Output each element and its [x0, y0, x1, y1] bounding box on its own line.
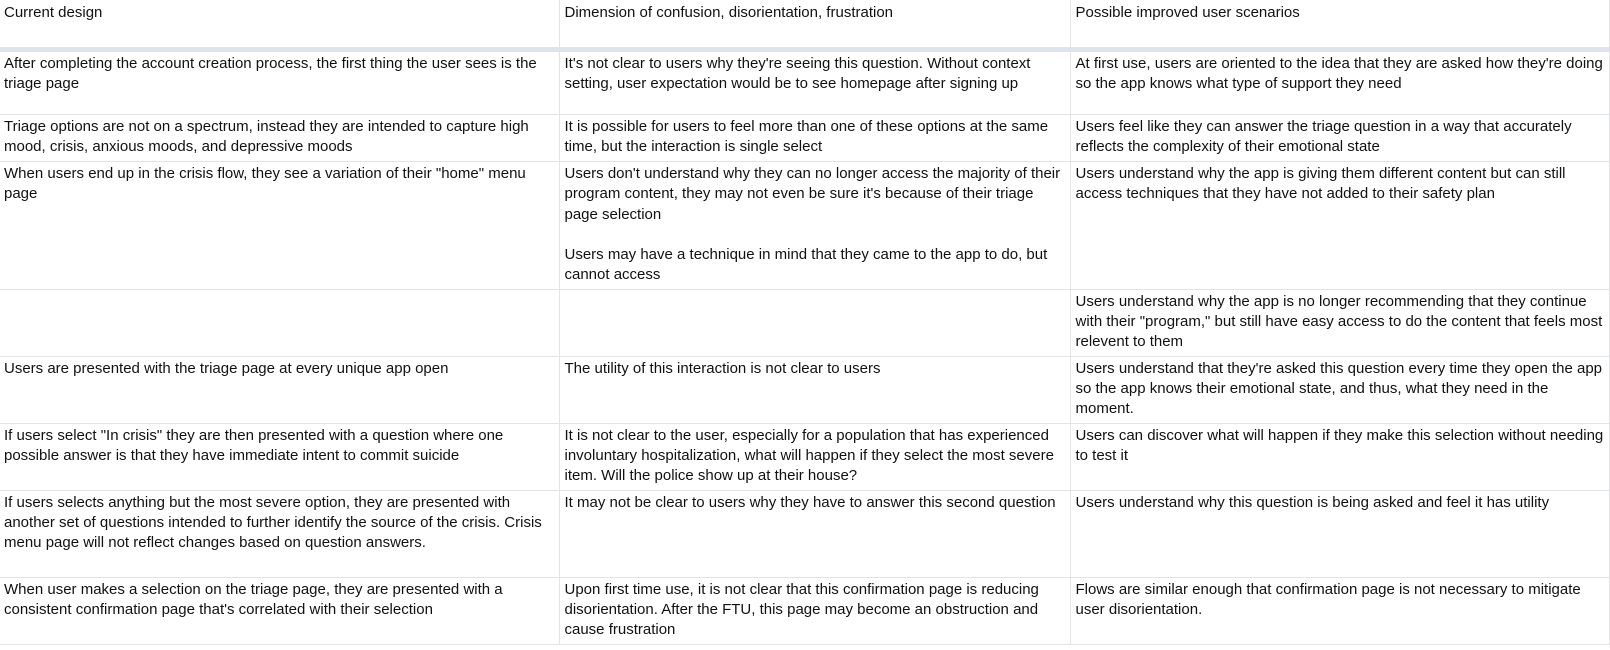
cell-improved-scenario[interactable]: Users understand that they're asked this question every time they open the app so the app knows their emotional state, and thus, what they need in the moment.	[1070, 356, 1609, 423]
header-current-design[interactable]: Current design	[0, 0, 559, 50]
cell-confusion[interactable]: It is not clear to the user, especially for a population that has experienced involuntary hospitalization, what will happen if they select the most severe item. Will the police show up at their house?	[559, 423, 1070, 490]
cell-confusion[interactable]: It is possible for users to feel more than one of these options at the same time, but the interaction is single select	[559, 115, 1070, 162]
cell-improved-scenario[interactable]: Flows are similar enough that confirmation page is not necessary to mitigate user disorientation.	[1070, 577, 1609, 644]
cell-confusion[interactable]	[559, 289, 1070, 356]
table-row	[0, 115, 1609, 162]
table-row	[0, 50, 1609, 115]
cell-improved-scenario[interactable]: Users understand why the app is no longer recommending that they continue with their "program," but still have easy access to do the content that feels most relevent to them	[1070, 289, 1609, 356]
cell-confusion[interactable]: Upon first time use, it is not clear that this confirmation page is reducing disorientation. After the FTU, this page may become an obstruction and cause frustration	[559, 577, 1070, 644]
cell-current-design[interactable]: If users selects anything but the most severe option, they are presented with another set of questions intended to further identify the source of the crisis. Crisis menu page will not reflect changes based on question answers.	[0, 490, 559, 577]
cell-current-design[interactable]: Triage options are not on a spectrum, instead they are intended to capture high mood, crisis, anxious moods, and depressive moods	[0, 115, 559, 162]
cell-improved-scenario[interactable]: At first use, users are oriented to the idea that they are asked how they're doing so the app knows what type of support they need	[1070, 50, 1609, 115]
cell-current-design[interactable]: Users are presented with the triage page at every unique app open	[0, 356, 559, 423]
header-row	[0, 0, 1609, 50]
table-row	[0, 162, 1609, 290]
cell-current-design[interactable]: If users select "In crisis" they are then presented with a question where one possible answer is that they have immediate intent to commit suicide	[0, 423, 559, 490]
table-row	[0, 289, 1609, 356]
cell-confusion[interactable]: The utility of this interaction is not clear to users	[559, 356, 1070, 423]
cell-improved-scenario[interactable]: Users understand why this question is being asked and feel it has utility	[1070, 490, 1609, 577]
table-row	[0, 356, 1609, 423]
table-row	[0, 423, 1609, 490]
cell-improved-scenario[interactable]: Users feel like they can answer the triage question in a way that accurately reflects the complexity of their emotional state	[1070, 115, 1609, 162]
cell-current-design[interactable]	[0, 289, 559, 356]
cell-current-design[interactable]: When user makes a selection on the triage page, they are presented with a consistent confirmation page that's correlated with their selection	[0, 577, 559, 644]
cell-improved-scenario[interactable]: Users can discover what will happen if they make this selection without needing to test it	[1070, 423, 1609, 490]
cell-confusion[interactable]: It's not clear to users why they're seeing this question. Without context setting, user expectation would be to see homepage after signing up	[559, 50, 1070, 115]
header-dimension-of-confusion[interactable]: Dimension of confusion, disorientation, frustration	[559, 0, 1070, 50]
cell-improved-scenario[interactable]: Users understand why the app is giving them different content but can still access techniques that they have not added to their safety plan	[1070, 162, 1609, 290]
cell-confusion[interactable]: It may not be clear to users why they have to answer this second question	[559, 490, 1070, 577]
table-row	[0, 490, 1609, 577]
header-improved-scenarios[interactable]: Possible improved user scenarios	[1070, 0, 1609, 50]
cell-confusion[interactable]: Users don't understand why they can no longer access the majority of their program content, they may not even be sure it's because of their triage page selection Users may have a technique in mind that they came to the app to do, but cannot access	[559, 162, 1070, 290]
cell-current-design[interactable]: After completing the account creation process, the first thing the user sees is the triage page	[0, 50, 559, 115]
table-row	[0, 577, 1609, 644]
cell-current-design[interactable]: When users end up in the crisis flow, they see a variation of their "home" menu page	[0, 162, 559, 290]
